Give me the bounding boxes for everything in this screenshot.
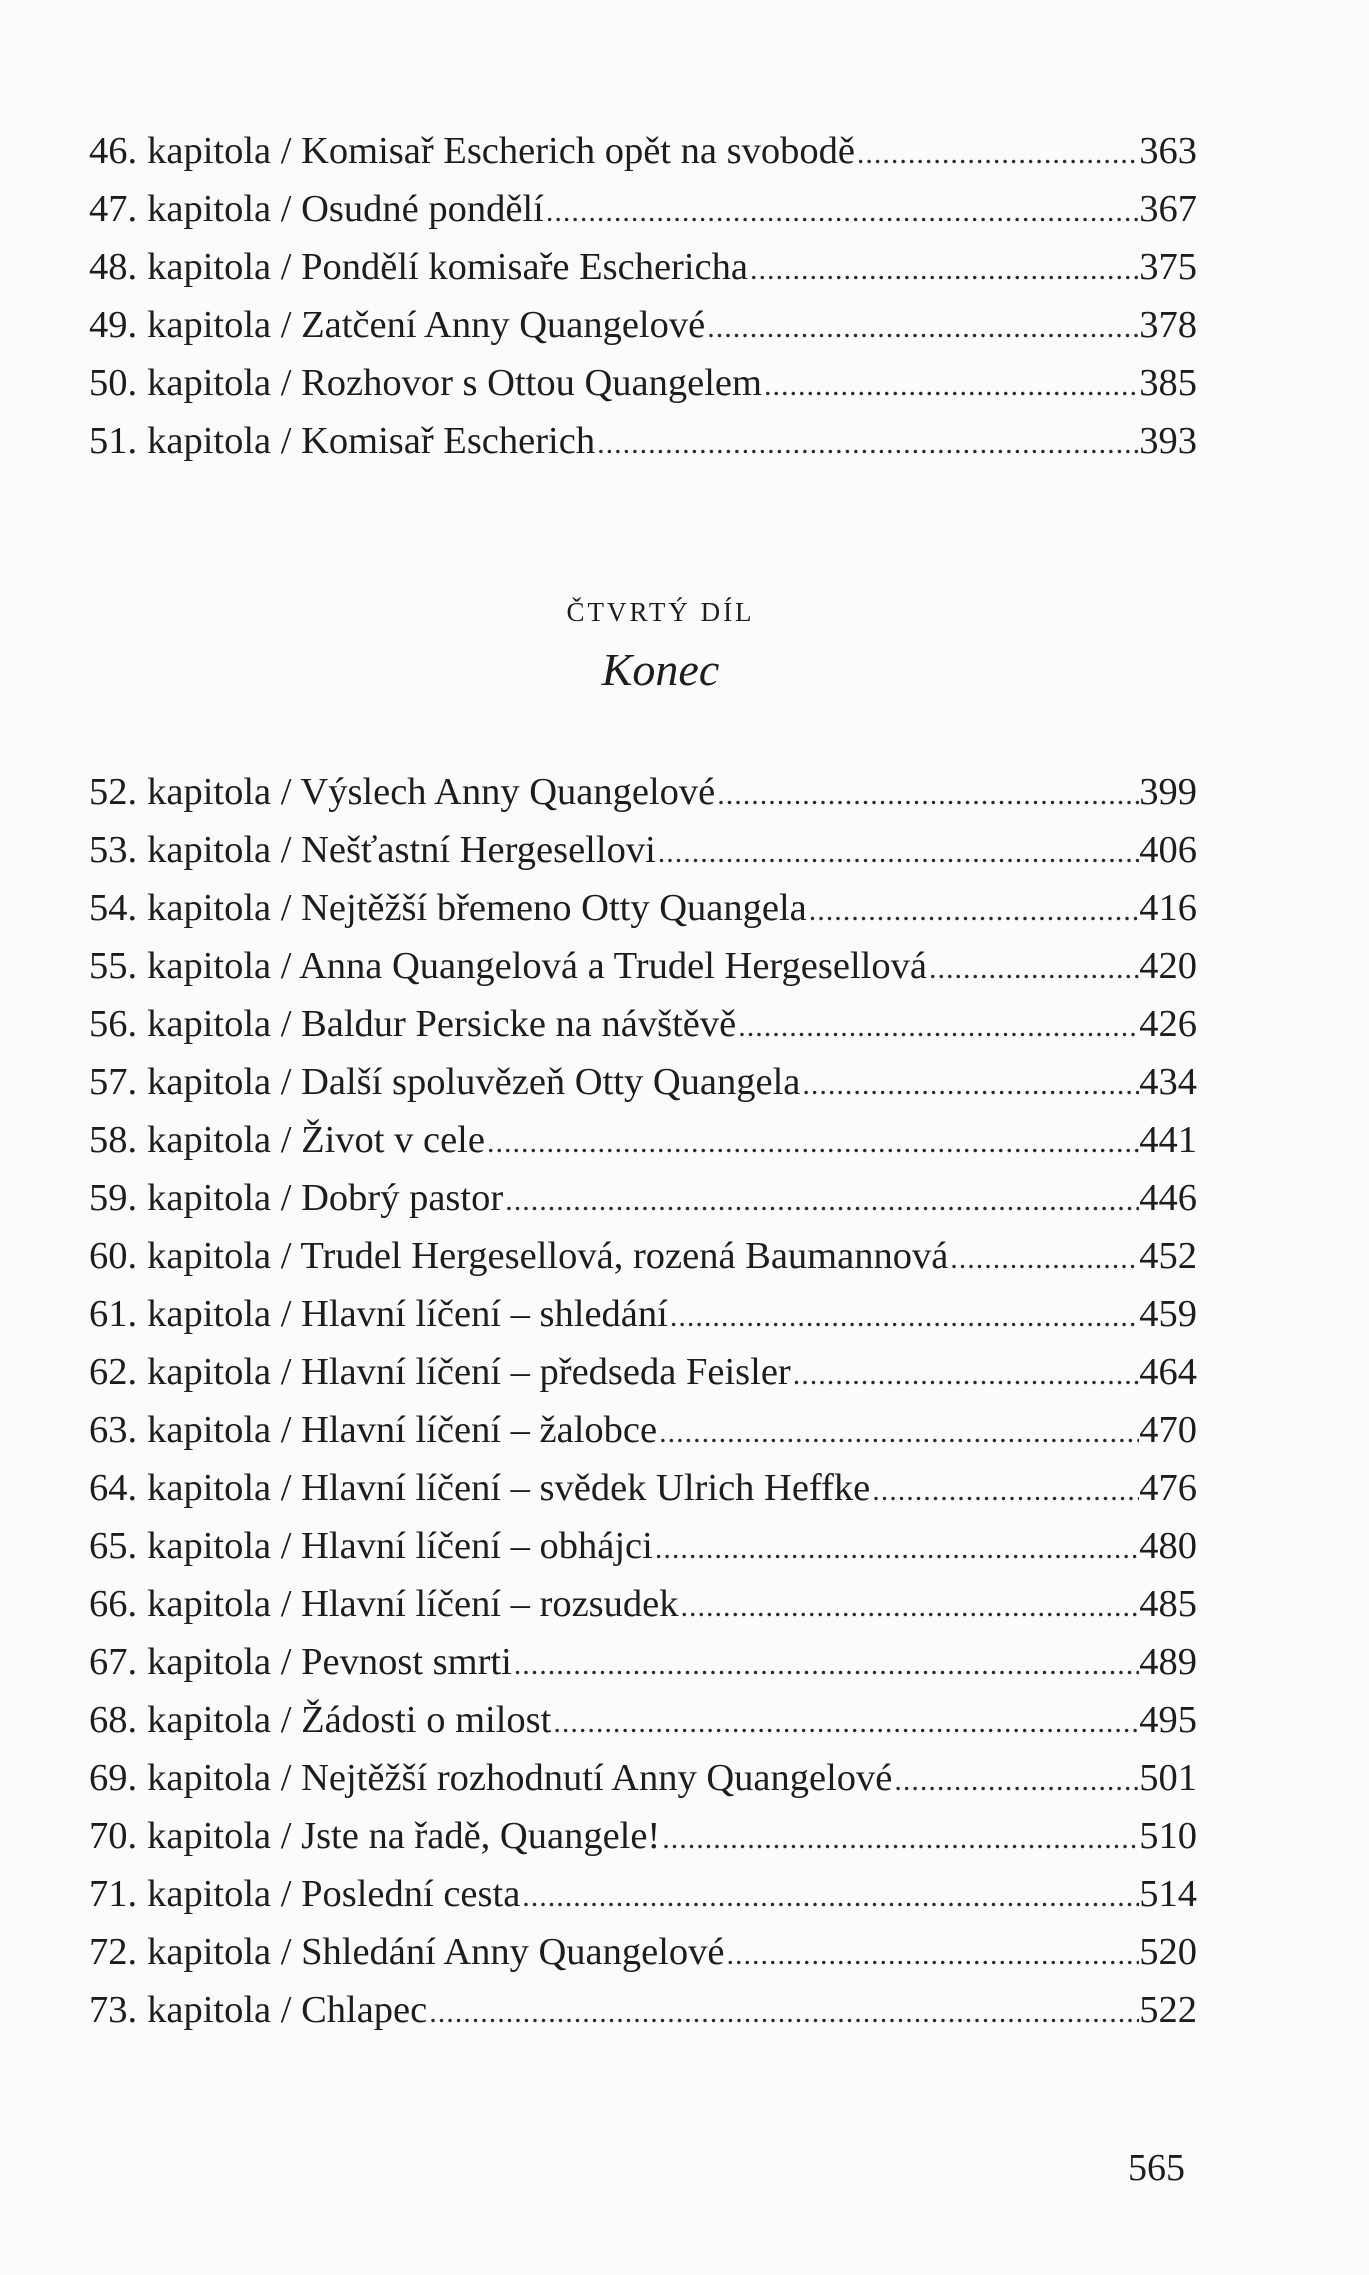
chapter-title: kapitola / Komisař Escherich opět na svobodě <box>147 130 855 172</box>
chapter-number: 52. <box>89 771 138 813</box>
chapter-page: 378 <box>1139 304 1197 346</box>
chapter-title: kapitola / Život v cele <box>147 1119 485 1161</box>
dot-leader <box>736 998 1139 1053</box>
dot-leader <box>657 1404 1139 1459</box>
chapter-number: 59. <box>89 1177 138 1219</box>
toc-entry <box>89 821 1197 879</box>
chapter-page: 426 <box>1139 1003 1197 1045</box>
chapter-title: kapitola / Žádosti o milost <box>147 1699 552 1741</box>
chapter-page: 367 <box>1139 188 1197 230</box>
chapter-title: kapitola / Zatčení Anny Quangelové <box>147 304 706 346</box>
dot-leader <box>595 415 1139 470</box>
chapter-number: 62. <box>89 1351 138 1393</box>
dot-leader <box>485 1114 1139 1169</box>
chapter-number: 49. <box>89 304 138 346</box>
dot-leader <box>807 882 1139 937</box>
toc-entry <box>89 1517 1197 1575</box>
chapter-page: 441 <box>1139 1119 1197 1161</box>
chapter-page: 420 <box>1139 945 1197 987</box>
chapter-page: 522 <box>1139 1989 1197 2031</box>
chapter-number: 46. <box>89 130 138 172</box>
dot-leader <box>551 1694 1139 1749</box>
chapter-number: 61. <box>89 1293 138 1335</box>
chapter-number: 70. <box>89 1815 138 1857</box>
dot-leader <box>927 940 1139 995</box>
chapter-title: kapitola / Chlapec <box>147 1989 428 2031</box>
toc-entry <box>89 879 1197 937</box>
chapter-page: 452 <box>1139 1235 1197 1277</box>
dot-leader <box>762 357 1139 412</box>
toc-entry <box>89 1691 1197 1749</box>
chapter-number: 48. <box>89 246 138 288</box>
chapter-title: kapitola / Hlavní líčení – obhájci <box>147 1525 653 1567</box>
chapter-number: 57. <box>89 1061 138 1103</box>
dot-leader <box>653 1520 1139 1575</box>
toc-entry <box>89 1865 1197 1923</box>
chapter-page: 434 <box>1139 1061 1197 1103</box>
chapter-page: 501 <box>1139 1757 1197 1799</box>
chapter-page: 446 <box>1139 1177 1197 1219</box>
dot-leader <box>503 1172 1139 1227</box>
chapter-title: kapitola / Hlavní líčení – předseda Feisler <box>147 1351 791 1393</box>
chapter-page: 464 <box>1139 1351 1197 1393</box>
chapter-number: 69. <box>89 1757 138 1799</box>
dot-leader <box>544 183 1139 238</box>
dot-leader <box>705 299 1139 354</box>
toc-entry <box>89 1633 1197 1691</box>
toc-entry <box>89 180 1197 238</box>
chapter-number: 47. <box>89 188 138 230</box>
dot-leader <box>892 1752 1139 1807</box>
chapter-number: 51. <box>89 420 138 462</box>
chapter-page: 485 <box>1139 1583 1197 1625</box>
chapter-title: kapitola / Hlavní líčení – svědek Ulrich Heffke <box>147 1467 871 1509</box>
dot-leader <box>512 1636 1139 1691</box>
toc-entry <box>89 1111 1197 1169</box>
toc-entry <box>89 1401 1197 1459</box>
chapter-title: kapitola / Rozhovor s Ottou Quangelem <box>147 362 762 404</box>
chapter-number: 60. <box>89 1235 138 1277</box>
chapter-title: kapitola / Výslech Anny Quangelové <box>147 771 716 813</box>
chapter-page: 459 <box>1139 1293 1197 1335</box>
dot-leader <box>668 1288 1139 1343</box>
chapter-number: 73. <box>89 1989 138 2031</box>
chapter-page: 393 <box>1139 420 1197 462</box>
chapter-page: 470 <box>1139 1409 1197 1451</box>
part-title: Konec <box>601 644 720 695</box>
chapter-page: 399 <box>1139 771 1197 813</box>
chapter-number: 67. <box>89 1641 138 1683</box>
chapter-title: kapitola / Osudné pondělí <box>147 188 544 230</box>
chapter-page: 476 <box>1139 1467 1197 1509</box>
dot-leader <box>855 125 1139 180</box>
chapter-title: kapitola / Baldur Persicke na návštěvě <box>147 1003 737 1045</box>
chapter-title: kapitola / Anna Quangelová a Trudel Hergesellová <box>147 945 927 987</box>
chapter-number: 72. <box>89 1931 138 1973</box>
chapter-title: kapitola / Dobrý pastor <box>147 1177 504 1219</box>
chapter-title: kapitola / Trudel Hergesellová, rozená Baumannová <box>147 1235 949 1277</box>
chapter-page: 510 <box>1139 1815 1197 1857</box>
toc-entry <box>89 1749 1197 1807</box>
dot-leader <box>948 1230 1139 1285</box>
chapter-title: kapitola / Nejtěžší rozhodnutí Anny Quangelové <box>147 1757 893 1799</box>
toc-list-part-three <box>89 122 1197 470</box>
chapter-title: kapitola / Pevnost smrti <box>147 1641 512 1683</box>
toc-entry <box>89 1923 1197 1981</box>
chapter-number: 63. <box>89 1409 138 1451</box>
toc-entry <box>89 937 1197 995</box>
chapter-title: kapitola / Nejtěžší břemeno Otty Quangela <box>147 887 807 929</box>
dot-leader <box>725 1926 1140 1981</box>
toc-entry <box>89 1459 1197 1517</box>
chapter-title: kapitola / Poslední cesta <box>147 1873 521 1915</box>
chapter-number: 68. <box>89 1699 138 1741</box>
chapter-page: 416 <box>1139 887 1197 929</box>
page-number: 565 <box>1128 2147 1185 2189</box>
toc-entry <box>89 1343 1197 1401</box>
dot-leader <box>656 824 1139 879</box>
dot-leader <box>870 1462 1139 1517</box>
chapter-title: kapitola / Komisař Escherich <box>147 420 596 462</box>
toc-entry <box>89 354 1197 412</box>
toc-entry <box>89 412 1197 470</box>
chapter-page: 375 <box>1139 246 1197 288</box>
toc-entry <box>89 1169 1197 1227</box>
chapter-title: kapitola / Pondělí komisaře Eschericha <box>147 246 748 288</box>
dot-leader <box>748 241 1139 296</box>
toc-entry <box>89 1285 1197 1343</box>
dot-leader <box>800 1056 1139 1111</box>
dot-leader <box>679 1578 1140 1633</box>
chapter-page: 520 <box>1139 1931 1197 1973</box>
chapter-number: 66. <box>89 1583 138 1625</box>
chapter-number: 54. <box>89 887 138 929</box>
toc-entry <box>89 763 1197 821</box>
chapter-number: 65. <box>89 1525 138 1567</box>
chapter-number: 71. <box>89 1873 138 1915</box>
chapter-number: 55. <box>89 945 138 987</box>
chapter-number: 56. <box>89 1003 138 1045</box>
toc-entry <box>89 1227 1197 1285</box>
toc-entry <box>89 1053 1197 1111</box>
toc-entry <box>89 1575 1197 1633</box>
toc-entry <box>89 995 1197 1053</box>
toc-entry <box>89 1807 1197 1865</box>
chapter-number: 50. <box>89 362 138 404</box>
dot-leader <box>715 766 1139 821</box>
chapter-page: 495 <box>1139 1699 1197 1741</box>
dot-leader <box>427 1984 1139 2039</box>
toc-entry <box>89 122 1197 180</box>
toc-list-part-four <box>89 763 1197 2039</box>
chapter-title: kapitola / Shledání Anny Quangelové <box>147 1931 725 1973</box>
part-label: ČTVRTÝ DÍL <box>566 597 755 627</box>
chapter-page: 514 <box>1139 1873 1197 1915</box>
chapter-page: 480 <box>1139 1525 1197 1567</box>
chapter-title: kapitola / Hlavní líčení – shledání <box>147 1293 668 1335</box>
chapter-page: 363 <box>1139 130 1197 172</box>
dot-leader <box>660 1810 1139 1865</box>
chapter-number: 64. <box>89 1467 138 1509</box>
chapter-number: 58. <box>89 1119 138 1161</box>
chapter-page: 489 <box>1139 1641 1197 1683</box>
chapter-title: kapitola / Jste na řadě, Quangele! <box>147 1815 661 1857</box>
part-heading <box>0 592 1369 700</box>
dot-leader <box>791 1346 1140 1401</box>
chapter-number: 53. <box>89 829 138 871</box>
toc-entry <box>89 238 1197 296</box>
toc-entry <box>89 296 1197 354</box>
chapter-title: kapitola / Další spoluvězeň Otty Quangela <box>147 1061 801 1103</box>
chapter-title: kapitola / Hlavní líčení – rozsudek <box>147 1583 679 1625</box>
chapter-title: kapitola / Hlavní líčení – žalobce <box>147 1409 658 1451</box>
dot-leader <box>520 1868 1139 1923</box>
toc-entry <box>89 1981 1197 2039</box>
chapter-page: 385 <box>1139 362 1197 404</box>
chapter-page: 406 <box>1139 829 1197 871</box>
chapter-title: kapitola / Nešťastní Hergesellovi <box>147 829 656 871</box>
